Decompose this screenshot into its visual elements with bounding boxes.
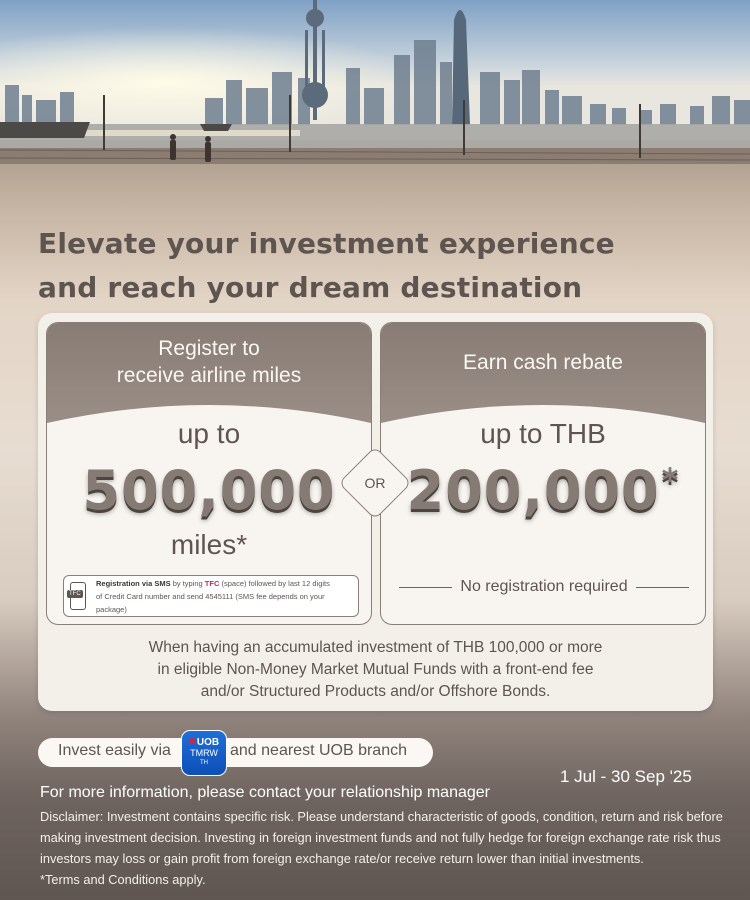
headline-line-2: and reach your dream destination: [38, 271, 583, 304]
invest-text-after: and nearest UOB branch: [230, 742, 407, 759]
divider-line: [636, 587, 689, 588]
miles-up-to: up to: [177, 418, 241, 449]
sms-text-1: by typing: [170, 578, 205, 588]
campaign-period: 1 Jul - 30 Sep '25: [560, 767, 692, 786]
invest-channel-pill: [38, 738, 433, 767]
sms-registration-box: [63, 575, 359, 617]
disclaimer: [40, 806, 730, 890]
or-label: OR: [364, 475, 386, 491]
headline: [38, 222, 678, 310]
app-icon-line-3: TH: [200, 760, 208, 766]
terms-note: *Terms and Conditions apply.: [40, 872, 206, 887]
no-registration-text: No registration required: [460, 578, 628, 595]
phone-label: TFC: [69, 591, 81, 597]
miles-amount: 500,000: [82, 459, 336, 522]
miles-header-line-1: Register to: [158, 337, 260, 360]
disclaimer-line-2: making investment decision. Investing in foreign investment funds and not fully hedge for foreign exchange rate risk thus: [40, 830, 721, 845]
condition-line-1: When having an accumulated investment of THB 100,000 or more: [148, 639, 603, 656]
no-registration-note: [399, 578, 689, 596]
divider-line: [399, 587, 452, 588]
rebate-amount: 200,000: [406, 459, 660, 522]
app-icon-brand: UOB: [196, 737, 220, 748]
sms-code: TFC: [204, 578, 220, 588]
sms-text-line-2: of Credit Card number and send 4545111 (SMS fee depends on your package): [96, 591, 325, 614]
disclaimer-line-1: Disclaimer: Investment contains specific risk. Please understand characteristic of goods, condition, return and risk before: [40, 809, 723, 824]
offer-panel: [38, 313, 713, 711]
rebate-asterisk: *: [661, 461, 680, 499]
miles-unit: miles*: [170, 529, 248, 560]
rebate-up-to: up to THB: [480, 418, 606, 449]
headline-line-1: Elevate your investment experience: [38, 227, 615, 260]
invest-text-before: Invest easily via: [58, 742, 171, 759]
miles-offer-card: [46, 322, 372, 625]
app-icon-line-2: TMRW: [190, 748, 218, 758]
disclaimer-line-3: investors may loss or gain profit from foreign exchange rate/or receive return lower than initial investments.: [40, 851, 644, 866]
condition-line-3: and/or Structured Products and/or Offshore Bonds.: [200, 683, 551, 700]
sms-text-2: (space) followed by last 12 digits: [219, 578, 330, 588]
condition-line-2: in eligible Non-Money Market Mutual Funds with a front-end fee: [157, 661, 594, 678]
phone-icon: [70, 582, 86, 610]
uob-tmrw-app-icon[interactable]: [181, 730, 227, 776]
eligibility-condition: [58, 637, 693, 703]
rebate-header: Earn cash rebate: [463, 351, 623, 374]
cash-rebate-card: [380, 322, 706, 625]
contact-info: For more information, please contact your relationship manager: [40, 784, 490, 801]
sms-instructions: [96, 577, 352, 616]
uob-logo-icon: [189, 738, 195, 744]
rebate-amount-wrap: [381, 459, 705, 522]
miles-header-line-2: receive airline miles: [116, 364, 302, 387]
sms-prefix: Registration via SMS: [96, 578, 171, 588]
city-skyline-photo: [0, 0, 750, 220]
